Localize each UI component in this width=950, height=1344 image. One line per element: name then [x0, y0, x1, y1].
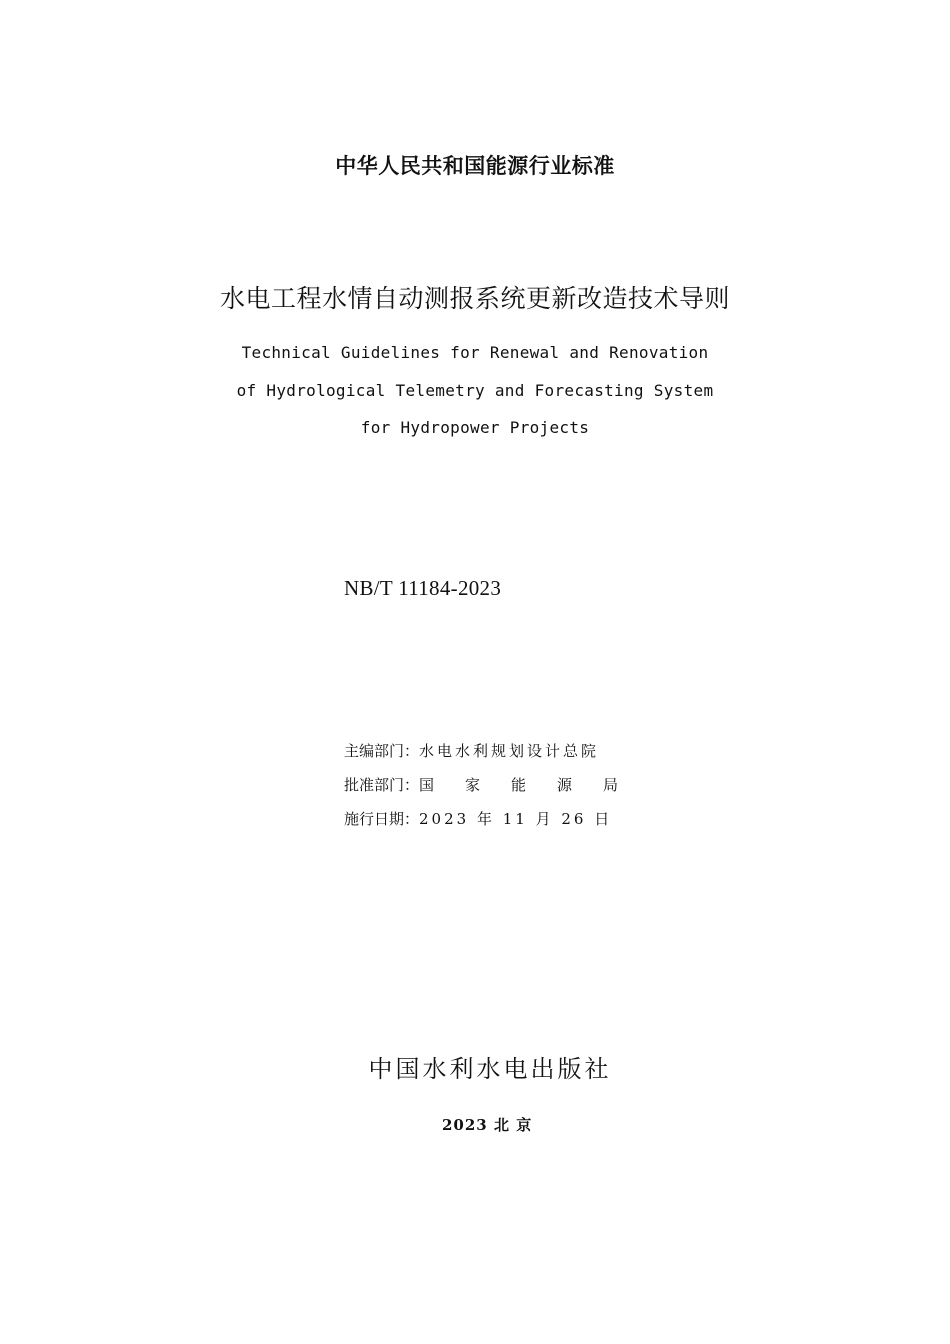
effective-date-label: 施行日期： [344, 810, 420, 828]
title-english-line-3: for Hydropower Projects [360, 418, 590, 437]
standard-code: NB/T 11184-2023 [344, 576, 502, 600]
title-english-line-1: Technical Guidelines for Renewal and Renovation [241, 343, 709, 362]
title-english-line-2: of Hydrological Telemetry and Forecasting System [236, 381, 714, 400]
publisher-name: 中国水利水电出版社 [368, 1055, 612, 1083]
effective-date-value: 2023 年 11 月 26 日 [419, 810, 613, 828]
effective-date-row [344, 808, 612, 829]
title-chinese: 水电工程水情自动测报系统更新改造技术导则 [219, 284, 730, 313]
document-category: 中华人民共和国能源行业标准 [335, 154, 615, 178]
editor-row [344, 740, 599, 761]
approver-label: 批准部门： [344, 776, 420, 794]
editor-value: 水电水利规划设计总院 [419, 742, 600, 760]
publication-year-place: 2023 北 京 [442, 1116, 533, 1134]
editor-label: 主编部门： [344, 742, 420, 760]
approver-value: 国家能源局 [419, 776, 650, 794]
approver-row [344, 774, 649, 795]
